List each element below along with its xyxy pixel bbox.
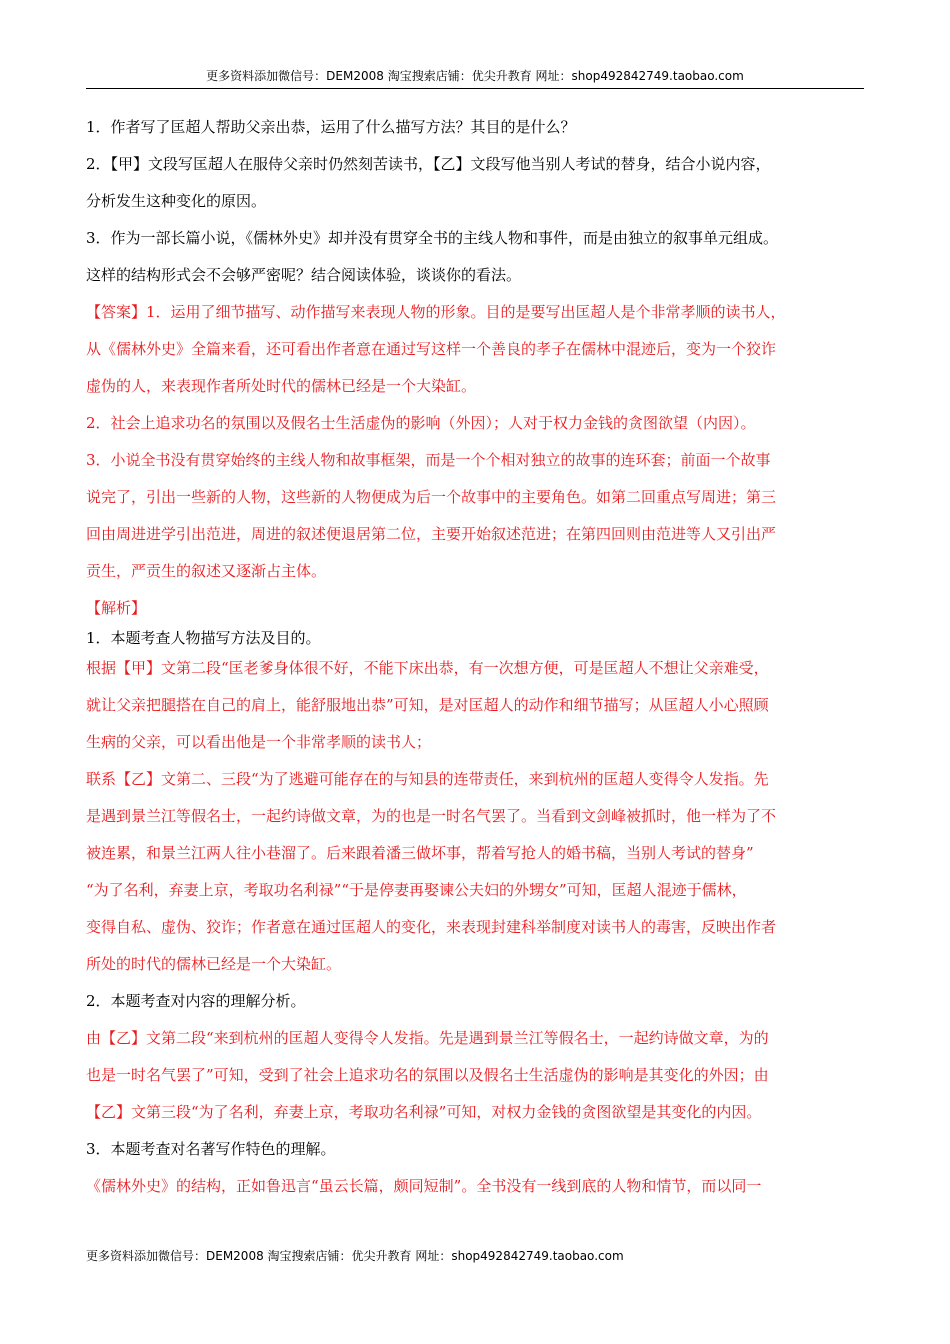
answer-line-6: 说完了，引出一些新的人物，这些新的人物便成为后一个故事中的主要角色。如第二回重点写周进；第三 bbox=[86, 488, 777, 506]
analysis-line-7: 是遇到景兰江等假名士，一起约诗做文章，为的也是一时名气罢了。当看到文剑峰被抓时，他一样为了不 bbox=[86, 807, 777, 825]
question-3-line-2: 这样的结构形式会不会够严密呢？结合阅读体验，谈谈你的看法。 bbox=[86, 266, 522, 284]
page-header: 更多资料添加微信号：DEM2008 淘宝搜索店铺：优尖升教育 网址：shop492842749.taobao.com bbox=[86, 66, 864, 89]
analysis-line-6: 联系【乙】文第二、三段“为了逃避可能存在的与知县的连带责任，来到杭州的匡超人变得令人发指。先 bbox=[86, 770, 769, 788]
answer-line-8: 贡生，严贡生的叙述又逐渐占主体。 bbox=[86, 562, 327, 580]
answer-line-4: 2．社会上追求功名的氛围以及假名士生活虚伪的影响（外因）；人对于权力金钱的贪图欲望（内因）。 bbox=[86, 414, 756, 432]
question-2-line-2: 分析发生这种变化的原因。 bbox=[86, 192, 267, 210]
analysis-line-9: “为了名利，弃妻上京，考取功名利禄”“于是停妻再娶谏公夫妇的外甥女”可知，匡超人混迹于儒林， bbox=[86, 881, 747, 899]
analysis-line-14: 也是一时名气罢了”可知，受到了社会上追求功名的氛围以及假名士生活虚伪的影响是其变化的外因；由 bbox=[86, 1066, 769, 1084]
analysis-line-4: 就让父亲把腿搭在自己的肩上，能舒服地出恭”可知，是对匡超人的动作和细节描写；从匡超人小心照顾 bbox=[86, 696, 769, 714]
document-body bbox=[86, 114, 864, 1210]
analysis-line-13: 由【乙】文第二段“来到杭州的匡超人变得令人发指。先是遇到景兰江等假名士，一起约诗做文章，为的 bbox=[86, 1029, 769, 1047]
analysis-q1-title: 1．本题考查人物描写方法及目的。 bbox=[86, 629, 321, 647]
analysis-line-5: 生病的父亲，可以看出他是一个非常孝顺的读书人； bbox=[86, 733, 432, 751]
question-1: 1．作者写了匡超人帮助父亲出恭，运用了什么描写方法？其目的是什么？ bbox=[86, 118, 576, 136]
analysis-line-3: 根据【甲】文第二段“匡老爹身体很不好，不能下床出恭，有一次想方便，可是匡超人不想让父亲难受， bbox=[86, 659, 769, 677]
answer-line-1: 【答案】1．运用了细节描写、动作描写来表现人物的形象。目的是要写出匡超人是个非常孝顺的读书人， bbox=[86, 303, 786, 321]
answer-line-7: 回由周进进学引出范进，周进的叙述便退居第二位，主要开始叙述范进；在第四回则由范进等人又引出严 bbox=[86, 525, 777, 543]
analysis-q2-title: 2．本题考查对内容的理解分析。 bbox=[86, 992, 306, 1010]
analysis-heading: 【解析】 bbox=[86, 599, 147, 617]
question-3-line-1: 3．作为一部长篇小说，《儒林外史》却并没有贯穿全书的主线人物和事件，而是由独立的叙事单元组成。 bbox=[86, 229, 779, 247]
page-footer: 更多资料添加微信号：DEM2008 淘宝搜索店铺：优尖升教育 网址：shop492842749.taobao.com bbox=[86, 1249, 624, 1263]
answer-line-5: 3．小说全书没有贯穿始终的主线人物和故事框架，而是一个个相对独立的故事的连环套；前面一个故事 bbox=[86, 451, 771, 469]
analysis-line-8: 被连累，和景兰江两人往小巷溜了。后来跟着潘三做坏事，帮着写抢人的婚书稿，当别人考试的替身” bbox=[86, 844, 754, 862]
analysis-line-10: 变得自私、虚伪、狡诈；作者意在通过匡超人的变化，来表现封建科举制度对读书人的毒害，反映出作者 bbox=[86, 918, 777, 936]
answer-line-2: 从《儒林外史》全篇来看，还可看出作者意在通过写这样一个善良的孝子在儒林中混迹后，变为一个狡诈 bbox=[86, 340, 777, 358]
analysis-line-11: 所处的时代的儒林已经是一个大染缸。 bbox=[86, 955, 342, 973]
analysis-line-17: 《儒林外史》的结构，正如鲁迅言“虽云长篇，颇同短制”。全书没有一线到底的人物和情节，而以同一 bbox=[86, 1177, 762, 1195]
question-2-line-1: 2．【甲】文段写匡超人在服侍父亲时仍然刻苦读书，【乙】文段写他当别人考试的替身，结合小说内容， bbox=[86, 155, 771, 173]
answer-line-3: 虚伪的人，来表现作者所处时代的儒林已经是一个大染缸。 bbox=[86, 377, 477, 395]
analysis-q3-title: 3．本题考查对名著写作特色的理解。 bbox=[86, 1140, 336, 1158]
analysis-line-15: 【乙】文第三段“为了名利，弃妻上京，考取功名利禄”可知，对权力金钱的贪图欲望是其变化的内因。 bbox=[86, 1103, 762, 1121]
